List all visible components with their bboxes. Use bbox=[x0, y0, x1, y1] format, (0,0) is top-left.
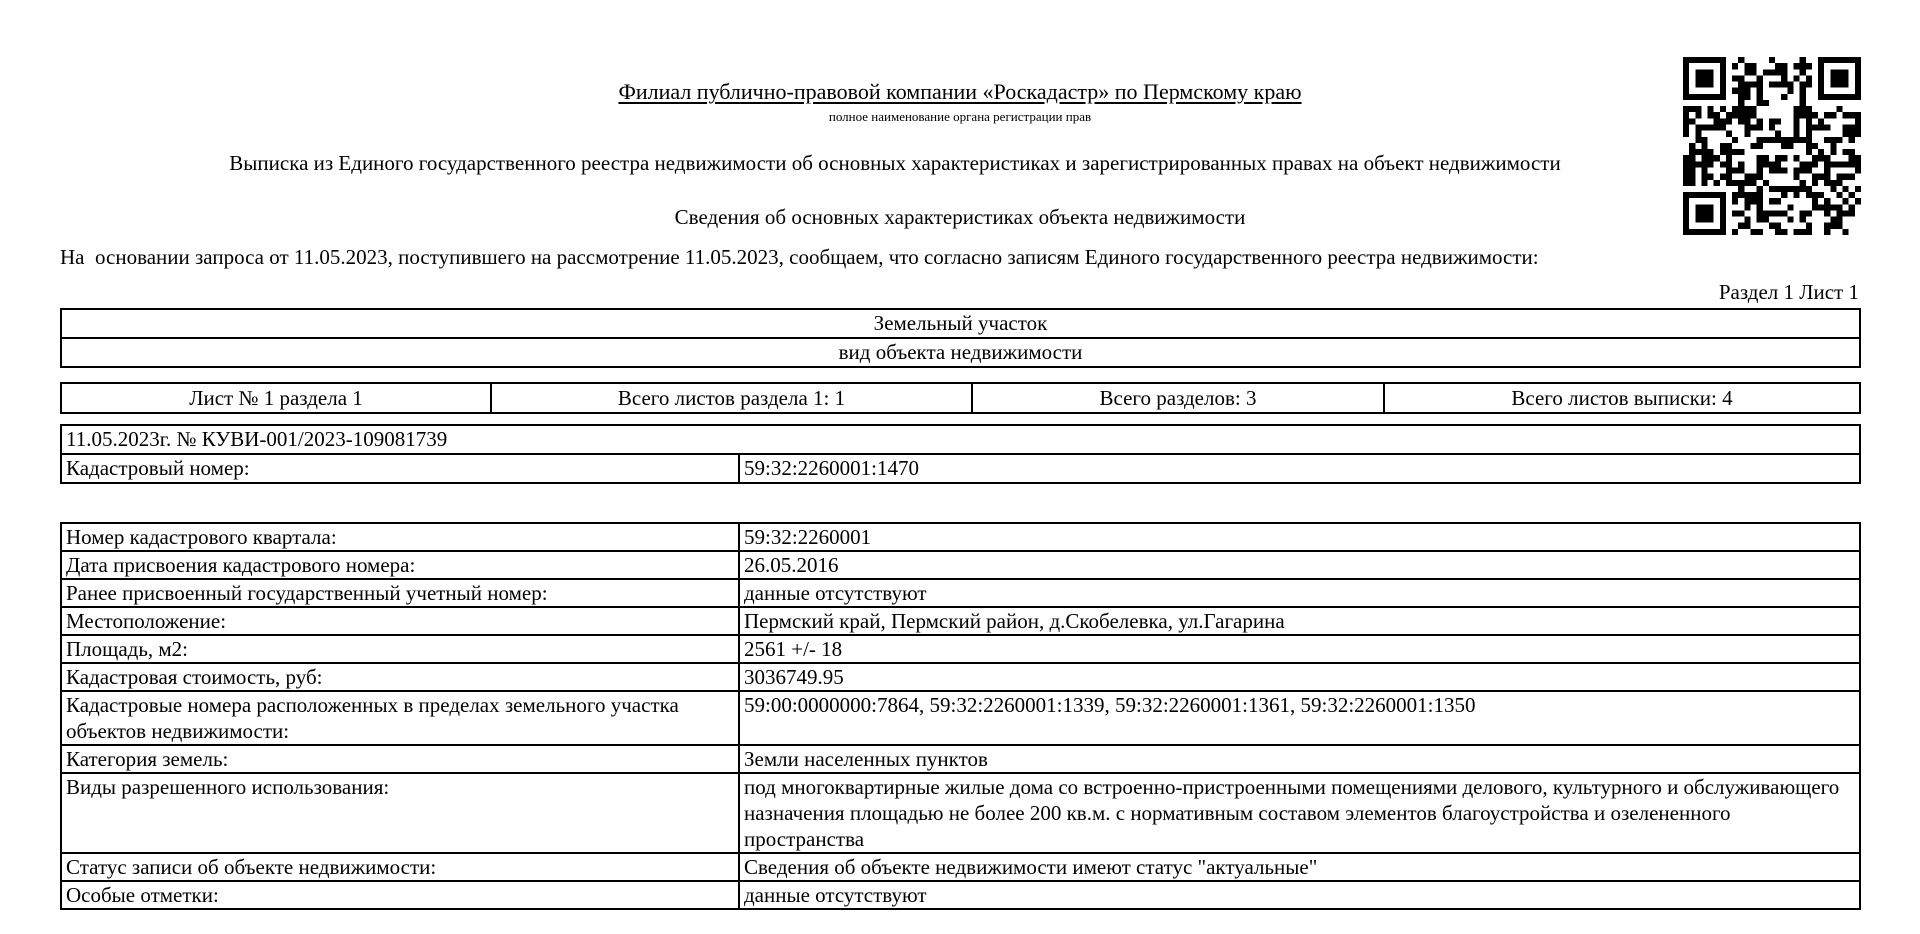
characteristic-value: данные отсутствуют bbox=[739, 881, 1860, 909]
qr-code-icon bbox=[1683, 57, 1861, 235]
characteristic-value: под многоквартирные жилые дома со встроенно-пристроенными помещениями делового, культурного и обслуживающего назначения площадью не более 200 кв.м. с нормативным составом элементов благоустройства и озелененного пространства bbox=[739, 773, 1860, 853]
sheet-summary-table bbox=[60, 382, 1861, 414]
characteristic-value: 59:00:0000000:7864, 59:32:2260001:1339, 59:32:2260001:1361, 59:32:2260001:1350 bbox=[739, 691, 1860, 745]
table-row bbox=[61, 853, 1860, 881]
table-row bbox=[61, 881, 1860, 909]
page-reference: Раздел 1 Лист 1 bbox=[1718, 280, 1859, 304]
registration-authority-name bbox=[0, 80, 1920, 104]
table-row bbox=[61, 635, 1860, 663]
characteristic-label: Категория земель: bbox=[61, 745, 739, 773]
object-type: Земельный участок bbox=[61, 309, 1860, 338]
characteristic-label: Статус записи об объекте недвижимости: bbox=[61, 853, 739, 881]
sheets-total: Всего листов выписки: 4 bbox=[1384, 383, 1860, 413]
characteristic-label: Местоположение: bbox=[61, 607, 739, 635]
table-row bbox=[61, 551, 1860, 579]
sheet-number: Лист № 1 раздела 1 bbox=[61, 383, 491, 413]
characteristic-value: Пермский край, Пермский район, д.Скобелевка, ул.Гагарина bbox=[739, 607, 1860, 635]
characteristic-value: 3036749.95 bbox=[739, 663, 1860, 691]
org-name-text: Филиал публично-правовой компании «Роскадастр» по Пермскому краю bbox=[618, 79, 1302, 104]
sections-total: Всего разделов: 3 bbox=[972, 383, 1384, 413]
section-title: Сведения об основных характеристиках объекта недвижимости bbox=[674, 205, 1246, 229]
document-title: Выписка из Единого государственного реестра недвижимости об основных характеристиках и зарегистрированных правах на объект недвижимости bbox=[229, 151, 1561, 175]
table-row bbox=[61, 607, 1860, 635]
record-number: 11.05.2023г. № КУВИ-001/2023-109081739 bbox=[61, 425, 1860, 454]
table-row bbox=[61, 773, 1860, 853]
characteristic-label: Дата присвоения кадастрового номера: bbox=[61, 551, 739, 579]
table-row bbox=[61, 745, 1860, 773]
characteristic-label: Номер кадастрового квартала: bbox=[61, 523, 739, 551]
sheets-in-section: Всего листов раздела 1: 1 bbox=[491, 383, 972, 413]
cadastral-number-label: Кадастровый номер: bbox=[61, 454, 739, 483]
characteristic-value: 2561 +/- 18 bbox=[739, 635, 1860, 663]
characteristic-label: Кадастровые номера расположенных в пределах земельного участка объектов недвижимости: bbox=[61, 691, 739, 745]
table-row bbox=[61, 579, 1860, 607]
table-row bbox=[61, 663, 1860, 691]
characteristic-label: Особые отметки: bbox=[61, 881, 739, 909]
characteristic-label: Виды разрешенного использования: bbox=[61, 773, 739, 853]
registration-authority-caption: полное наименование органа регистрации прав bbox=[828, 109, 1092, 124]
characteristic-value: 59:32:2260001 bbox=[739, 523, 1860, 551]
intro-text: На основании запроса от 11.05.2023, поступившего на рассмотрение 11.05.2023, сообщаем, что согласно записям Единого государственного реестра недвижимости: bbox=[60, 245, 1539, 269]
table-row bbox=[61, 691, 1860, 745]
object-type-table bbox=[60, 308, 1861, 368]
characteristic-label: Ранее присвоенный государственный учетный номер: bbox=[61, 579, 739, 607]
record-table bbox=[60, 424, 1861, 484]
characteristic-value: Сведения об объекте недвижимости имеют статус "актуальные" bbox=[739, 853, 1860, 881]
characteristic-label: Площадь, м2: bbox=[61, 635, 739, 663]
object-type-caption: вид объекта недвижимости bbox=[61, 338, 1860, 367]
characteristics-table bbox=[60, 522, 1861, 910]
characteristic-value: 26.05.2016 bbox=[739, 551, 1860, 579]
cadastral-number-value: 59:32:2260001:1470 bbox=[739, 454, 1860, 483]
characteristic-value: данные отсутствуют bbox=[739, 579, 1860, 607]
characteristic-label: Кадастровая стоимость, руб: bbox=[61, 663, 739, 691]
table-row bbox=[61, 523, 1860, 551]
characteristic-value: Земли населенных пунктов bbox=[739, 745, 1860, 773]
